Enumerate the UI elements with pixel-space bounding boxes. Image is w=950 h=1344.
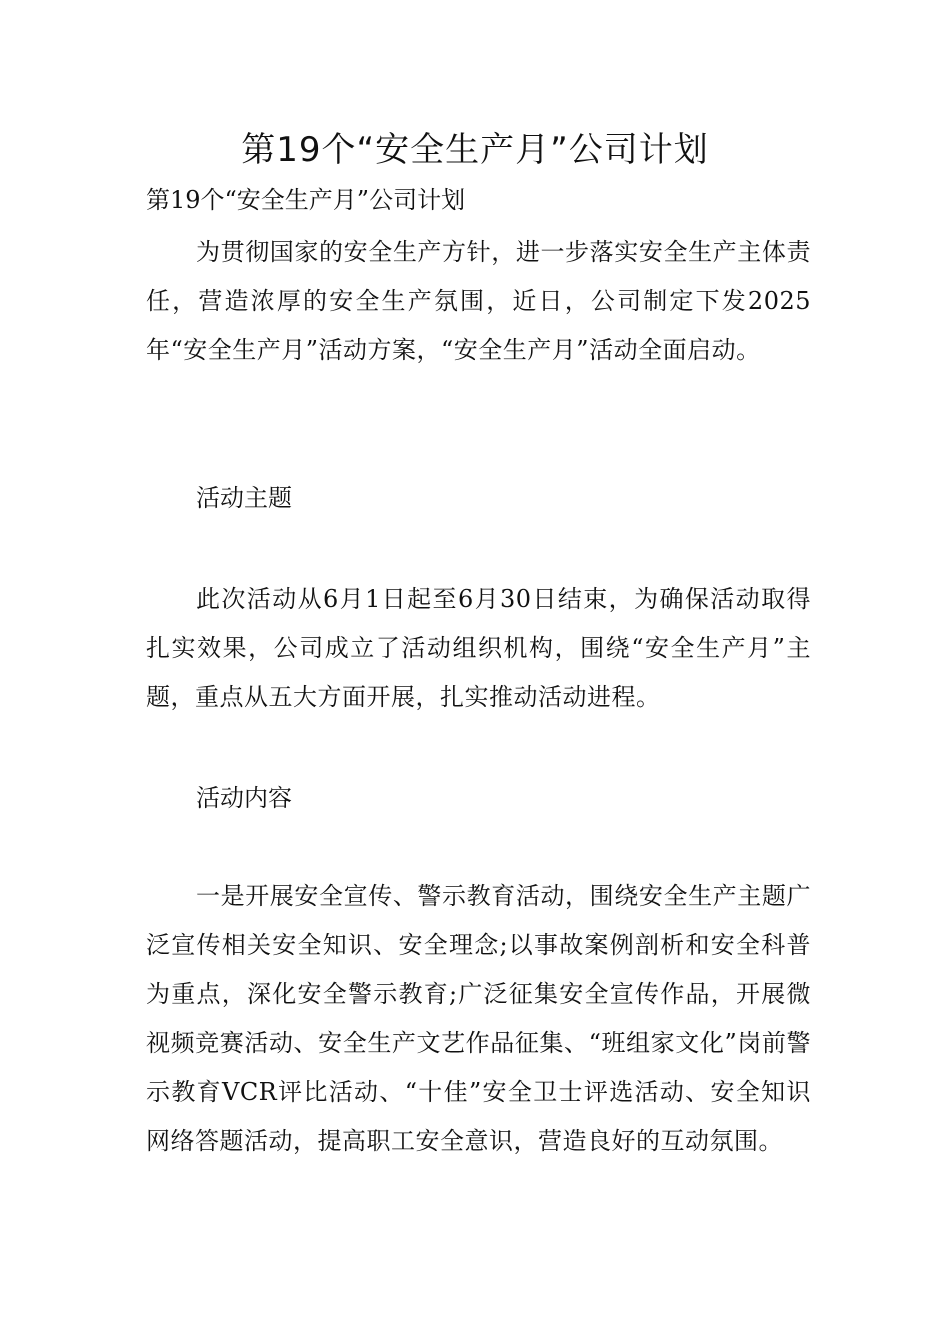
document-title: 第19个“安全生产月”公司计划 <box>241 130 709 170</box>
section-heading-content: 活动内容 <box>196 784 292 812</box>
section-paragraph-content: 一是开展安全宣传、警示教育活动，围绕安全生产主题广泛宣传相关安全知识、安全理念;以事故案例剖析和安全科普为重点，深化安全警示教育;广泛征集安全宣传作品，开展微视频竞赛活动、安全生产文艺作品征集、“班组家文化”岗前警示教育VCR评比活动、“十佳”安全卫士评选活动、安全知识网络答题活动，提高职工安全意识，营造良好的互动氛围。 <box>146 882 811 1155</box>
section-paragraph-theme: 此次活动从6月1日起至6月30日结束，为确保活动取得扎实效果，公司成立了活动组织机构，围绕“安全生产月”主题，重点从五大方面开展，扎实推动活动进程。 <box>146 585 811 711</box>
intro-paragraph: 为贯彻国家的安全生产方针，进一步落实安全生产主体责任，营造浓厚的安全生产氛围，近日，公司制定下发2025年“安全生产月”活动方案，“安全生产月”活动全面启动。 <box>146 238 811 364</box>
document-subtitle: 第19个“安全生产月”公司计划 <box>146 186 466 214</box>
section-heading-theme: 活动主题 <box>196 484 292 512</box>
